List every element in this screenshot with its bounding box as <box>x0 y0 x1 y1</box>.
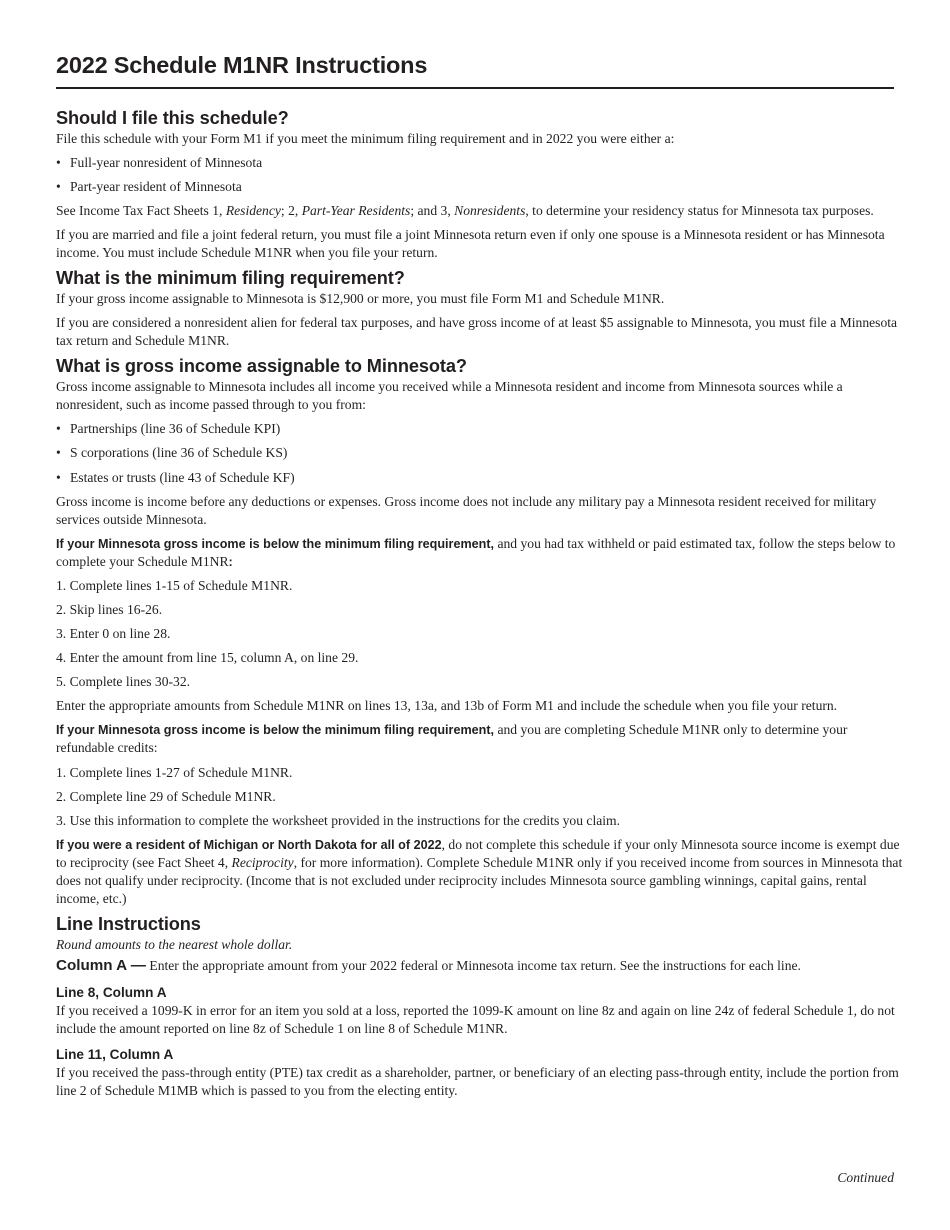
step-item: 3. Use this information to complete the worksheet provided in the instructions for the credits you claim. <box>56 812 621 828</box>
bold-lead: If you were a resident of Michigan or North Dakota for all of 2022 <box>56 837 442 852</box>
paragraph: If you were a resident of Michigan or North Dakota for all of 2022, do not complete this schedule if your only Minnesota source income is exempt due to reciprocity (see Fact Sheet 4, Reciprocity, for more information). Complete Schedule M1NR only if you received income from sources in Minnesota that does not qualify under reciprocity. (Income that is not excluded under reciprocity includes Minnesota source gambling winnings, capital gains, rental income, etc.) <box>56 836 903 907</box>
document-body <box>56 108 904 1106</box>
section-heading: Line Instructions <box>56 914 201 935</box>
paragraph: If your Minnesota gross income is below the minimum filing requirement, and you had tax withheld or paid estimated tax, follow the steps below to complete your Schedule M1NR: <box>56 535 896 569</box>
fact-sheet-link: Part-Year Residents <box>301 203 411 219</box>
line-11-heading: Line 11, Column A <box>56 1047 174 1063</box>
section-minimum-filing <box>56 268 904 350</box>
fact-sheet-link: Nonresidents <box>454 203 526 219</box>
paragraph: Enter the appropriate amounts from Schedule M1NR on lines 13, 13a, and 13b of Form M1 and include the schedule when you file your return. <box>56 698 838 714</box>
section-heading: What is gross income assignable to Minnesota? <box>56 356 467 377</box>
paragraph: Gross income assignable to Minnesota includes all income you received while a Minnesota resident and income from Minnesota sources while a nonresident, such as income passed through to you from: <box>56 379 843 413</box>
bullet-item: • Part-year resident of Minnesota <box>56 178 904 196</box>
bullet-item: • Partnerships (line 36 of Schedule KPI) <box>56 420 904 438</box>
paragraph: If you are considered a nonresident alien for federal tax purposes, and have gross income of at least $5 assignable to Minnesota, you must file a Minnesota tax return and Schedule M1NR. <box>56 315 898 349</box>
line-8-heading: Line 8, Column A <box>56 985 167 1001</box>
continued-footer: Continued <box>837 1170 894 1185</box>
step-item: 2. Skip lines 16-26. <box>56 602 163 618</box>
fact-sheet-link: Reciprocity <box>231 854 294 870</box>
section-heading: What is the minimum filing requirement? <box>56 268 405 289</box>
page-title: 2022 Schedule M1NR Instructions <box>56 50 894 89</box>
step-item: 2. Complete line 29 of Schedule M1NR. <box>56 788 276 804</box>
column-a-note: Column A — Enter the appropriate amount from your 2022 federal or Minnesota income tax return. See the instructions for each line. <box>56 957 801 975</box>
bullet-item: • S corporations (line 36 of Schedule KS) <box>56 444 904 462</box>
paragraph: If you received a 1099-K in error for an item you sold at a loss, reported the 1099-K amount on line 8z and again on line 24z of federal Schedule 1, do not include the amount reported on line 8z of Schedule 1 on line 8 of Schedule M1NR. <box>56 1002 895 1036</box>
paragraph: Gross income is income before any deductions or expenses. Gross income does not include any military pay a Minnesota resident received for military services outside Minnesota. <box>56 493 877 527</box>
bullet-item: • Estates or trusts (line 43 of Schedule KF) <box>56 469 904 487</box>
paragraph: If you are married and file a joint federal return, you must file a joint Minnesota return even if only one spouse is a Minnesota resident or has Minnesota income. You must include Schedule M1NR when you file your return. <box>56 227 885 261</box>
step-item: 3. Enter 0 on line 28. <box>56 626 171 642</box>
section-heading: Should I file this schedule? <box>56 108 289 128</box>
section-should-i-file <box>56 108 904 262</box>
fact-sheet-link: Residency <box>225 203 281 219</box>
rounding-note: Round amounts to the nearest whole dollar. <box>56 936 293 952</box>
bullet-item: • Full-year nonresident of Minnesota <box>56 154 904 172</box>
step-item: 5. Complete lines 30-32. <box>56 674 191 690</box>
paragraph: If your gross income assignable to Minnesota is $12,900 or more, you must file Form M1 and Schedule M1NR. <box>56 291 665 307</box>
paragraph: If you received the pass-through entity (PTE) tax credit as a shareholder, partner, or beneficiary of an electing pass-through entity, include the portion from line 2 of Schedule M1MB which is passed to you from the electing entity. <box>56 1064 899 1098</box>
bold-lead: If your Minnesota gross income is below the minimum filing requirement, <box>56 536 495 551</box>
paragraph: If your Minnesota gross income is below the minimum filing requirement, and you are completing Schedule M1NR only to determine your refundable credits: <box>56 722 848 756</box>
step-item: 4. Enter the amount from line 15, column A, on line 29. <box>56 650 359 666</box>
paragraph: See Income Tax Fact Sheets 1, Residency; 2, Part-Year Residents; and 3, Nonresidents, to determine your residency status for Minnesota tax purposes. <box>56 203 874 219</box>
paragraph: File this schedule with your Form M1 if you meet the minimum filing requirement and in 2022 you were either a: <box>56 130 675 146</box>
step-item: 1. Complete lines 1-27 of Schedule M1NR. <box>56 764 293 780</box>
step-item: 1. Complete lines 1-15 of Schedule M1NR. <box>56 577 293 593</box>
column-a-label: Column A — <box>56 957 146 975</box>
section-line-instructions <box>56 914 904 1100</box>
section-gross-income <box>56 356 904 908</box>
bold-lead: If your Minnesota gross income is below the minimum filing requirement, <box>56 723 495 738</box>
